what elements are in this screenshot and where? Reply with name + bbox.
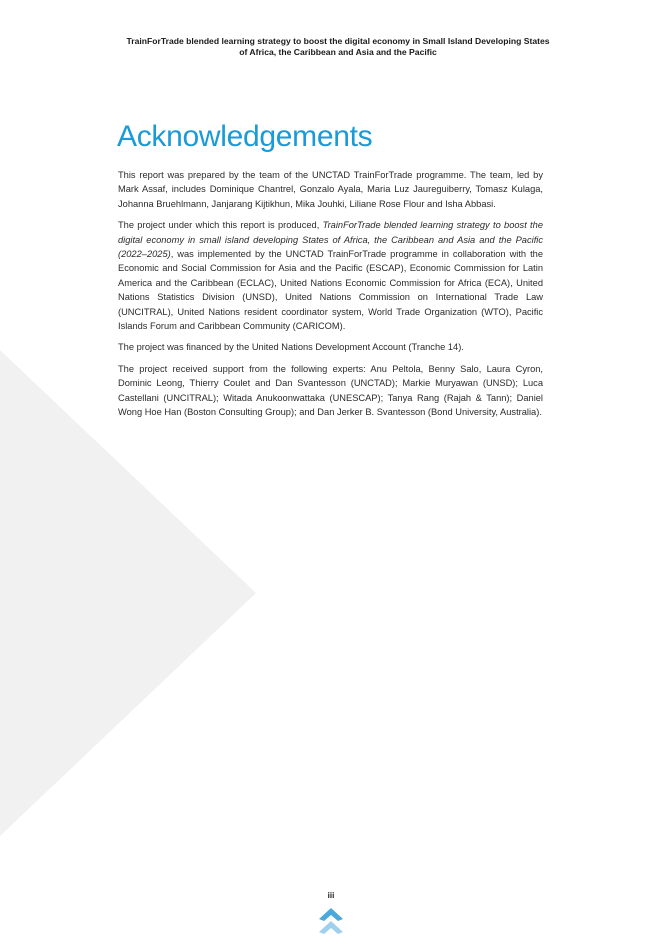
page-title: Acknowledgements xyxy=(117,120,373,154)
paragraph-experts: The project received support from the following experts: Anu Peltola, Benny Salo, Laura Cyron, Dominic Leong, Thierry Coulet and Dan Svantesson (UNCTAD); Markie Muryawan (UNSD); Luca Castellani (UNCITRAL); Witada Anukoonwattaka (UNESCAP); Tanya Rang (Rajah & Tann); Daniel Wong Hoe Han (Boston Consulting Group); and Dan Jerker B. Svantesson (Bond University, Australia). xyxy=(118,363,543,418)
running-header xyxy=(60,36,616,57)
paragraph-financing: The project was financed by the United Nations Development Account (Tranche 14). xyxy=(118,342,464,353)
paragraph-team: This report was prepared by the team of the UNCTAD TrainForTrade programme. The team, led by Mark Assaf, includes Dominique Chantrel, Gonzalo Ayala, Maria Luz Jaureguiberry, Tomasz Kulaga, Johanna Bruehlmann, Janjarang Kijtikhun, Mika Jouhki, Liliane Rose Flour and Isha Abbasi. xyxy=(118,170,543,209)
double-chevron-up-icon xyxy=(319,908,343,936)
acknowledgements-body xyxy=(118,168,543,427)
paragraph-project-end: , was implemented by the UNCTAD TrainForTrade programme in collaboration with the Economic and Social Commission for Asia and the Pacific (ESCAP), Economic Commission for Latin America and the Caribbean (ECLAC), United Nations Economic Commission for Africa (ECA), United Nations Statistics Division (UNSD), United Nations Commission on International Trade Law (UNCITRAL), United Nations resident coordinator system, World Trade Organization (WTO), Pacific Islands Forum and Caribbean Community (CARICOM). xyxy=(118,249,543,332)
paragraph-project xyxy=(118,218,543,333)
header-line-1: TrainForTrade blended learning strategy to boost the digital economy in Small Island Developing States xyxy=(126,36,550,46)
project-title-italic: TrainForTrade blended learning strategy to boost the digital economy in small island developing States of Africa, the Caribbean and Asia and the Pacific (2022–2025) xyxy=(118,220,543,260)
page-number: iii xyxy=(327,891,335,900)
header-line-2: of Africa, the Caribbean and Asia and the Pacific xyxy=(239,46,437,57)
paragraph-project-start: The project under which this report is produced, xyxy=(118,220,323,231)
